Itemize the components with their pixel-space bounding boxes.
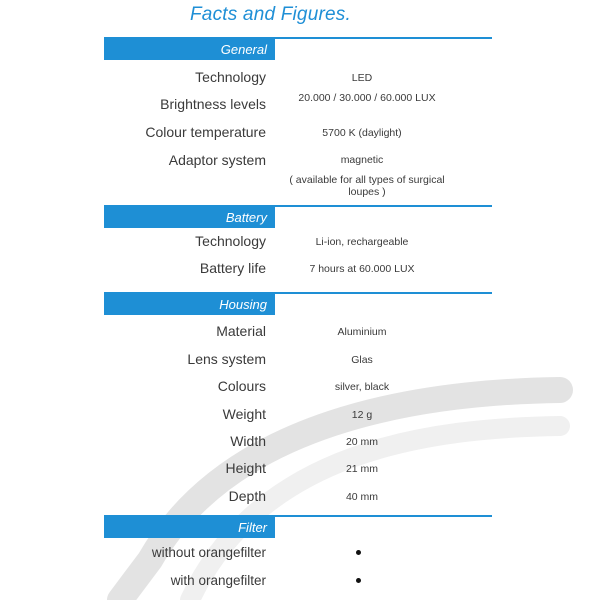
row-label-weight: Weight [222,406,266,422]
included-dot-with-orangefilter [356,578,361,583]
row-value-adaptor-system: magnetic [340,154,384,166]
row-label-colours: Colours [217,378,266,394]
row-label-depth: Depth [228,488,266,504]
row-value-lens-system: Glas [351,354,373,366]
row-label-battery-technology: Technology [195,233,266,249]
section-header-general: General [104,39,275,60]
section-header-filter: Filter [104,517,275,538]
row-value-technology: LED [351,72,373,84]
row-label-adaptor-system: Adaptor system [168,152,266,168]
row-label-battery-life: Battery life [199,260,266,276]
row-value-height: 21 mm [345,463,379,475]
row-label-brightness: Brightness levels [160,96,266,112]
row-value-battery-life: 7 hours at 60.000 LUX [309,263,415,275]
row-label-width: Width [230,433,266,449]
row-value-depth: 40 mm [345,491,379,503]
row-note-adaptor-system: ( available for all types of surgical loupes ) [289,174,445,198]
row-value-colour-temperature: 5700 K (daylight) [322,127,402,139]
row-label-height: Height [225,460,266,476]
row-value-battery-technology: Li-ion, rechargeable [315,236,409,248]
row-value-width: 20 mm [345,436,379,448]
row-label-colour-temperature: Colour temperature [145,124,266,140]
row-label-with-orangefilter: with orangefilter [170,573,266,588]
page-title: Facts and Figures. [190,4,351,25]
row-label-material: Material [216,323,266,339]
row-label-without-orangefilter: without orangefilter [151,545,266,560]
row-label-lens-system: Lens system [187,351,266,367]
row-value-weight: 12 g [351,409,373,421]
section-header-battery: Battery [104,207,275,228]
row-value-brightness: 20.000 / 30.000 / 60.000 LUX [298,92,436,104]
row-value-material: Aluminium [337,326,387,338]
included-dot-without-orangefilter [356,550,361,555]
row-value-colours: silver, black [334,381,390,393]
section-header-housing: Housing [104,294,275,315]
row-label-technology: Technology [195,69,266,85]
